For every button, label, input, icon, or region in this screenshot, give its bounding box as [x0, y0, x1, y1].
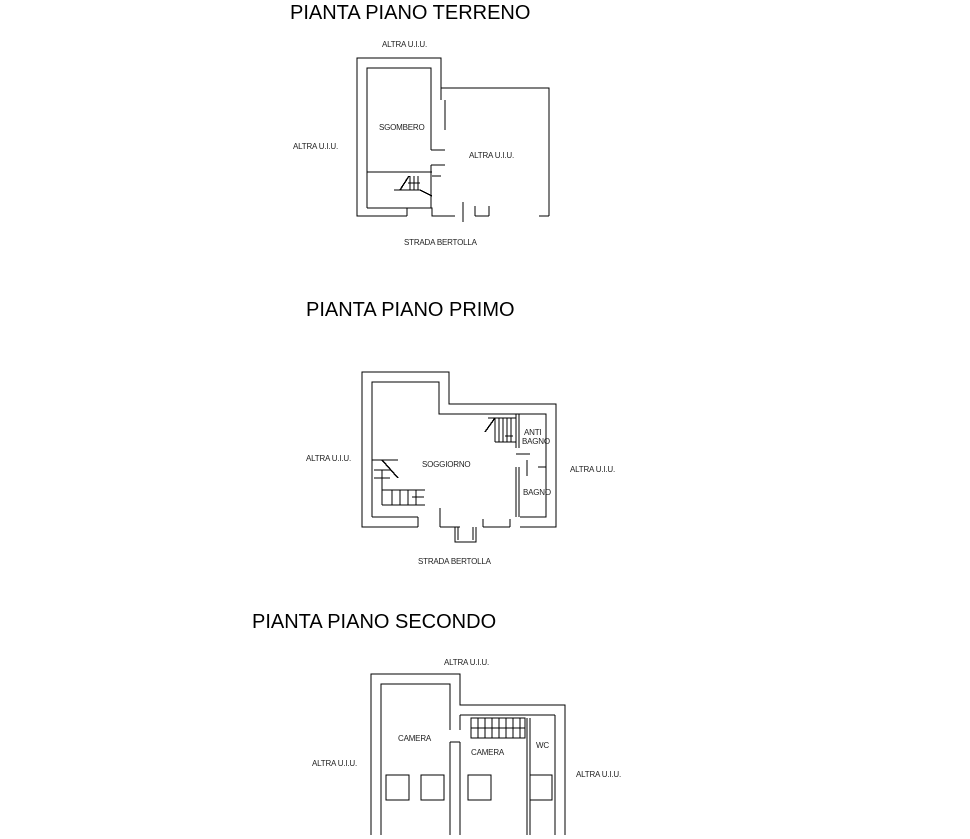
room-label-anti: ANTI: [524, 428, 542, 437]
room-label-sgombero: SGOMBERO: [379, 123, 425, 132]
altra-uiu-left-label: ALTRA U.I.U.: [293, 142, 339, 151]
altra-uiu-top-label: ALTRA U.I.U.: [444, 658, 490, 667]
second-floor-plan: [371, 674, 565, 835]
altra-uiu-right-label: ALTRA U.I.U.: [469, 151, 515, 160]
room-label-wc: WC: [536, 741, 549, 750]
room-label-soggiorno: SOGGIORNO: [422, 460, 471, 469]
second-floor-title: PIANTA PIANO SECONDO: [252, 611, 497, 633]
ground-floor-title: PIANTA PIANO TERRENO: [290, 2, 531, 24]
room-label-camera-right: CAMERA: [471, 748, 505, 757]
altra-uiu-top-label: ALTRA U.I.U.: [382, 40, 428, 49]
altra-uiu-right-label: ALTRA U.I.U.: [570, 465, 616, 474]
room-label-anti-bagno: BAGNO: [522, 437, 550, 446]
altra-uiu-right-label: ALTRA U.I.U.: [576, 770, 622, 779]
street-label: STRADA BERTOLLA: [418, 557, 491, 566]
altra-uiu-left-label: ALTRA U.I.U.: [312, 759, 358, 768]
room-label-camera-left: CAMERA: [398, 734, 432, 743]
ground-floor-plan: [357, 58, 549, 222]
first-floor-plan: [362, 372, 556, 542]
first-floor-title: PIANTA PIANO PRIMO: [306, 299, 515, 321]
altra-uiu-left-label: ALTRA U.I.U.: [306, 454, 352, 463]
room-label-bagno: BAGNO: [523, 488, 551, 497]
street-label: STRADA BERTOLLA: [404, 238, 477, 247]
